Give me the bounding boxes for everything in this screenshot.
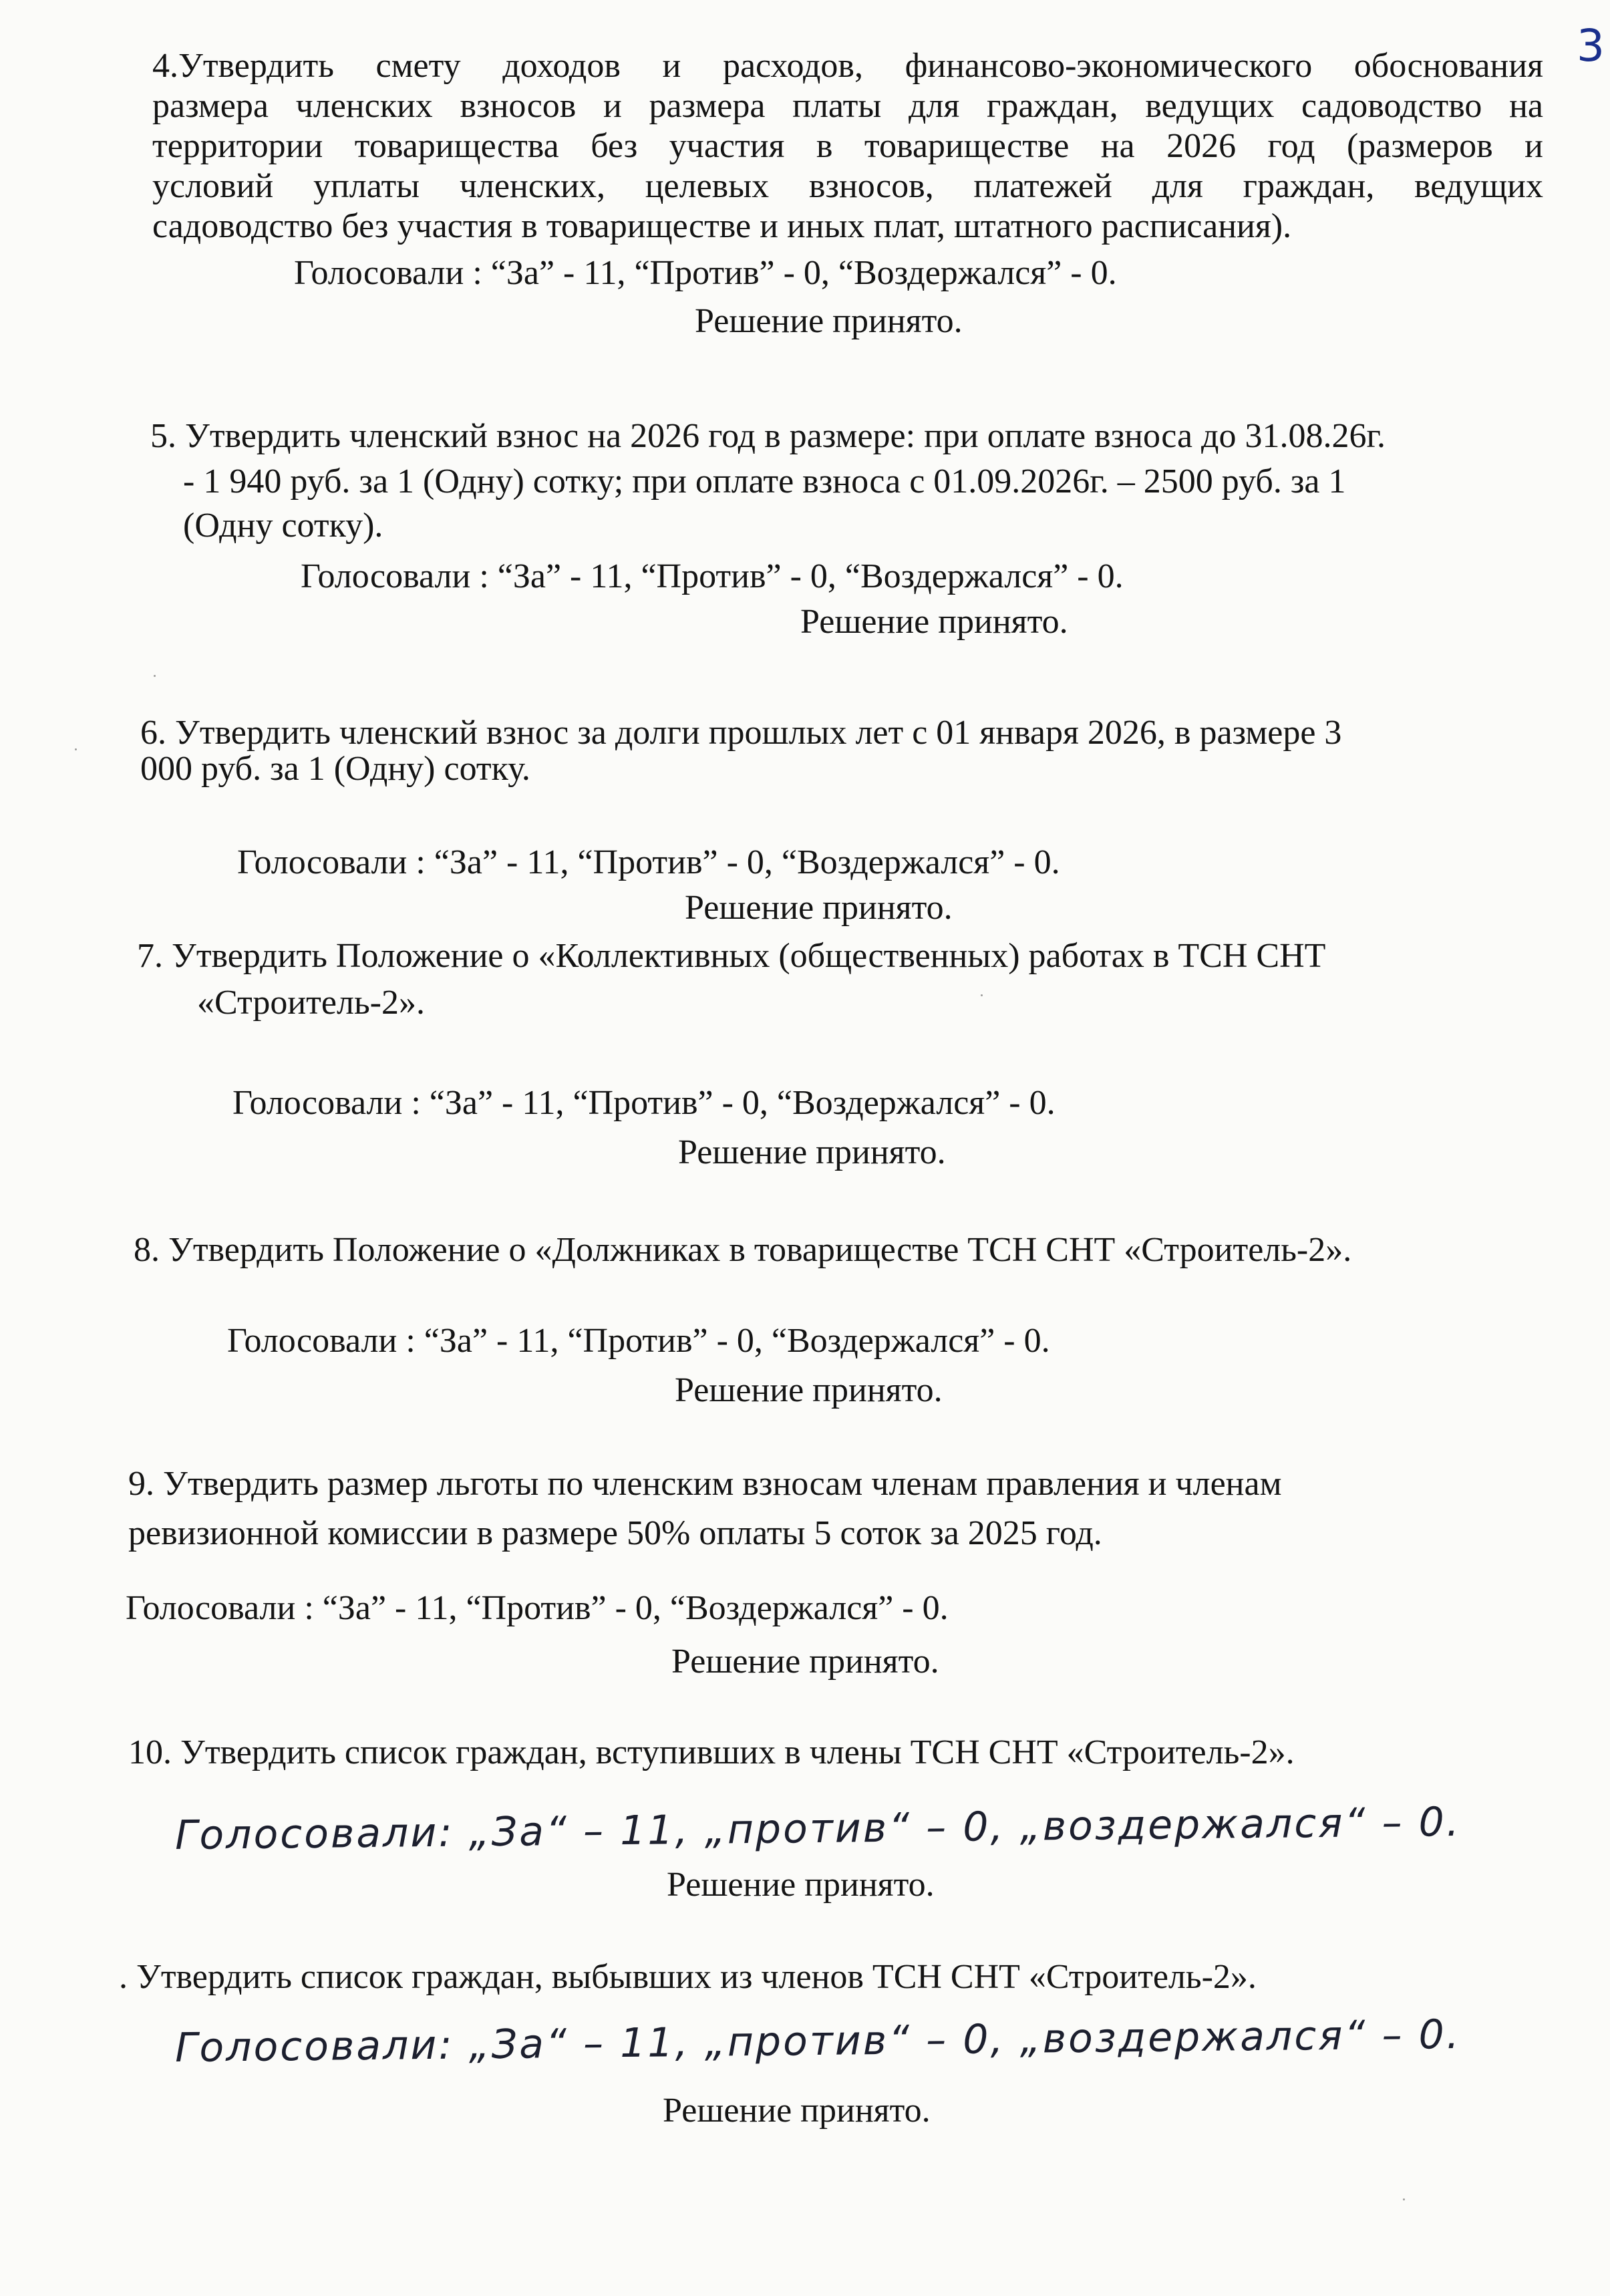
item-9-decision: Решение принято. xyxy=(671,1642,939,1681)
item-7-line-2: «Строитель-2». xyxy=(197,984,425,1022)
item-8-vote: Голосовали : “За” - 11, “Против” - 0, “Воздержался” - 0. xyxy=(227,1322,1050,1360)
item-5-line-1: 5. Утвердить членский взнос на 2026 год в размере: при оплате взноса до 31.08.26г. xyxy=(150,417,1386,455)
scan-speck xyxy=(154,675,156,677)
item-7-vote: Голосовали : “За” - 11, “Против” - 0, “Воздержался” - 0. xyxy=(232,1084,1056,1122)
item-10-decision: Решение принято. xyxy=(667,1866,935,1904)
item-9-line-2: ревизионной комиссии в размере 50% оплаты 5 соток за 2025 год. xyxy=(128,1514,1102,1552)
item-11-line-1: . Утвердить список граждан, выбывших из членов ТСН СНТ «Строитель-2». xyxy=(119,1958,1257,1996)
item-11-handwritten-vote: Голосовали: „За“ – 11, „против“ – 0, „воздержался“ – 0. xyxy=(174,2011,1462,2071)
item-6-vote: Голосовали : “За” - 11, “Против” - 0, “Воздержался” - 0. xyxy=(237,843,1060,881)
item-6-decision: Решение принято. xyxy=(685,889,953,927)
item-9-vote: Голосовали : “За” - 11, “Против” - 0, “Воздержался” - 0. xyxy=(126,1589,949,1627)
item-8-decision: Решение принято. xyxy=(675,1371,943,1409)
item-4-line-5: садоводство без участия в товариществе и иных плат, штатного расписания). xyxy=(152,207,1292,245)
scan-speck xyxy=(1403,2198,1405,2200)
item-9-line-1: 9. Утвердить размер льготы по членским взносам членам правления и членам xyxy=(128,1465,1282,1503)
item-4-vote: Голосовали : “За” - 11, “Против” - 0, “Воздержался” - 0. xyxy=(294,254,1117,292)
item-8-line-1: 8. Утвердить Положение о «Должниках в товариществе ТСН СНТ «Строитель-2». xyxy=(134,1231,1352,1269)
item-5-line-3: (Одну сотку). xyxy=(183,507,383,545)
scan-speck xyxy=(981,994,983,996)
item-4-line-1: 4.Утвердить смету доходов и расходов, финансово-экономического обоснования xyxy=(152,47,1543,85)
scan-speck xyxy=(75,748,77,750)
item-6-line-2: 000 руб. за 1 (Одну) сотку. xyxy=(140,750,530,788)
page-number: 3 xyxy=(1577,20,1605,71)
item-5-line-2: - 1 940 руб. за 1 (Одну) сотку; при оплате взноса с 01.09.2026г. – 2500 руб. за 1 xyxy=(183,462,1346,500)
item-6-line-1: 6. Утвердить членский взнос за долги прошлых лет с 01 января 2026, в размере 3 xyxy=(140,714,1342,752)
item-4-line-3: территории товарищества без участия в товариществе на 2026 год (размеров и xyxy=(152,127,1543,165)
item-10-line-1: 10. Утвердить список граждан, вступивших в члены ТСН СНТ «Строитель-2». xyxy=(128,1733,1295,1771)
item-4-line-2: размера членских взносов и размера платы для граждан, ведущих садоводство на xyxy=(152,87,1543,125)
item-11-decision: Решение принято. xyxy=(663,2092,931,2130)
item-4-decision: Решение принято. xyxy=(695,302,963,340)
item-5-vote: Голосовали : “За” - 11, “Против” - 0, “Воздержался” - 0. xyxy=(301,557,1124,595)
item-7-decision: Решение принято. xyxy=(678,1133,946,1171)
item-7-line-1: 7. Утвердить Положение о «Коллективных (общественных) работах в ТСН СНТ xyxy=(137,937,1326,975)
item-10-handwritten-vote: Голосовали: „За“ – 11, „против“ – 0, „воздержался“ – 0. xyxy=(174,1798,1462,1859)
item-5-decision: Решение принято. xyxy=(800,603,1068,641)
item-4-line-4: условий уплаты членских, целевых взносов, платежей для граждан, ведущих xyxy=(152,167,1543,205)
